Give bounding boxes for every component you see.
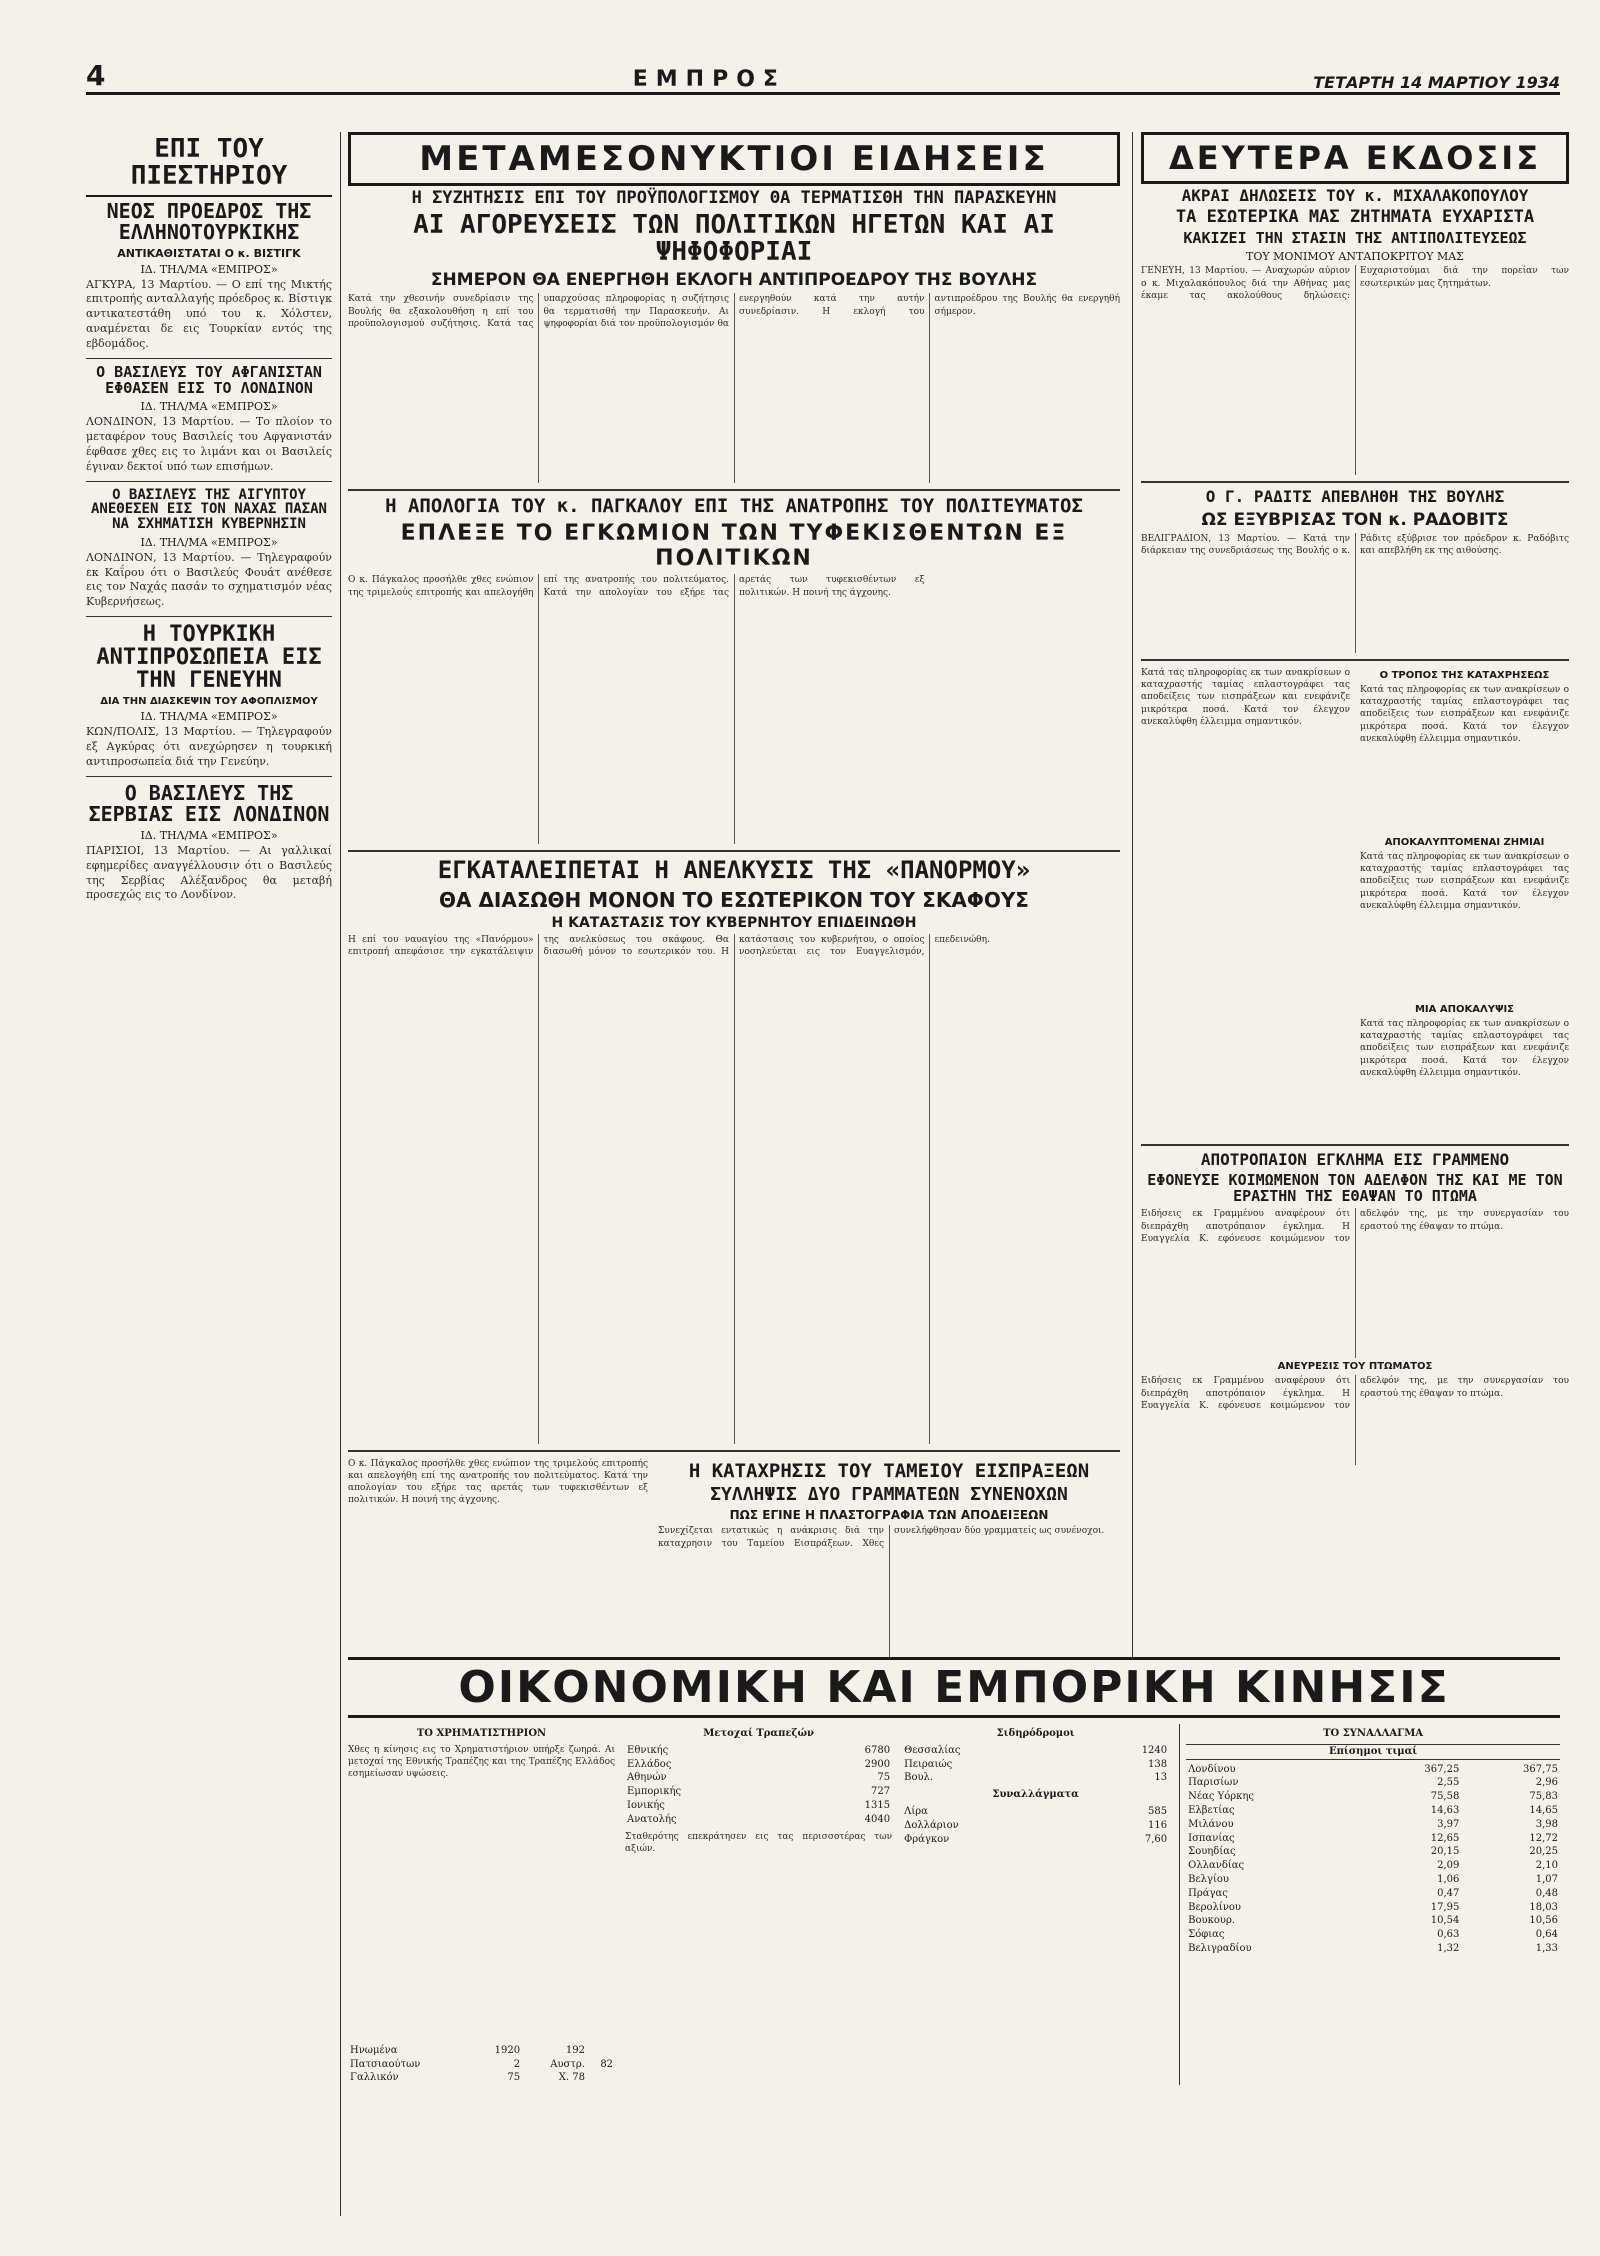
table-cell: 18,03	[1529, 1901, 1558, 1913]
radovits-headline: Ο Γ. ΡΑΔΙΤΣ ΑΠΕΒΛΗΘΗ ΤΗΣ ΒΟΥΛΗΣ	[1205, 487, 1505, 507]
table-cell: Εμπορικής	[627, 1786, 682, 1798]
table-cell: 2	[513, 2058, 521, 2070]
divider	[86, 481, 332, 482]
economy-table	[902, 1744, 1169, 1785]
left-column	[86, 132, 341, 2216]
table-cell: Γαλλικόν	[350, 2072, 399, 2084]
table-cell: 116	[1148, 1819, 1168, 1831]
table-cell: 0,63	[1437, 1929, 1460, 1941]
table-cell: Σουηδίας	[1188, 1846, 1236, 1858]
table-row	[902, 1805, 1169, 1819]
story-dateline: ΙΔ. ΤΗΛ/ΜΑ «ΕΜΠΡΟΣ»	[140, 710, 278, 724]
economy-col-header: Συναλλάγματα	[992, 1789, 1079, 1801]
murder-story	[1141, 1152, 1569, 1465]
radovits-body: ΒΕΛΙΓΡΑΔΙΟΝ, 13 Μαρτίου. — Κατά την διάρκειαν της συνεδριάσεως της Βουλής ο κ. Ράδιτς εξύβρισε τον πρόεδρον κ. Ραδόβιτς και απεβλήθη εκ της αιθούσης.	[1141, 534, 1569, 557]
table-cell: 20,15	[1430, 1846, 1460, 1858]
table-cell: 14,63	[1430, 1804, 1460, 1816]
table-cell: Χ. 78	[558, 2072, 585, 2084]
economy-section	[348, 1657, 1560, 2216]
treasury-body: Συνεχίζεται εντατικώς η ανάκρισις διά την καταχρησιν του Ταμείου Εισπράξεων. Χθες συνελήφθησαν δύο γραμματείς ως συνένοχοι.	[658, 1526, 1105, 1549]
table-cell: Πατσιαούτων	[350, 2058, 421, 2070]
table-cell: Ηνωμένα	[350, 2044, 398, 2056]
table-cell: Βερολίνου	[1188, 1901, 1242, 1913]
economy-title: ΟΙΚΟΝΟΜΙΚΗ ΚΑΙ ΕΜΠΟΡΙΚΗ ΚΙΝΗΣΙΣ	[348, 1657, 1560, 1718]
table-cell: 4040	[864, 1813, 891, 1825]
table-row	[625, 1785, 892, 1799]
economy-col-subheader: Επίσημοι τιμαί	[1186, 1744, 1560, 1760]
pangalos-headline: Η ΑΠΟΛΟΓΙΑ ΤΟΥ κ. ΠΑΓΚΑΛΟΥ ΕΠΙ ΤΗΣ ΑΝΑΤΡΟΠΗΣ ΤΟΥ ΠΟΛΙΤΕΥΜΑΤΟΣ	[385, 495, 1083, 518]
table-cell: 2900	[864, 1758, 891, 1770]
table-cell: Λίρα	[904, 1805, 928, 1817]
table-row	[1186, 1914, 1560, 1928]
divider	[86, 616, 332, 617]
second-edition	[1141, 132, 1569, 475]
economy-col-header: Σιδηρόδρομοι	[996, 1728, 1075, 1739]
story-turkish-commission	[86, 198, 332, 352]
table-row	[1186, 1818, 1560, 1832]
panormos-tagline: Η ΚΑΤΑΣΤΑΣΙΣ ΤΟΥ ΚΥΒΕΡΝΗΤΟΥ ΕΠΙΔΕΙΝΩΘΗ	[551, 914, 917, 931]
table-cell: 2,09	[1437, 1860, 1460, 1872]
economy-col-exchange	[1179, 1724, 1560, 2085]
table-cell: Φράγκον	[904, 1833, 950, 1845]
table-cell: Ελβετίας	[1188, 1804, 1235, 1816]
table-cell: Ιονικής	[627, 1799, 665, 1811]
table-cell: 17,95	[1430, 1901, 1460, 1913]
table-cell: 1,06	[1437, 1873, 1460, 1885]
table-row	[902, 1771, 1169, 1785]
table-cell: Πράγας	[1188, 1887, 1228, 1899]
economy-table	[348, 2044, 615, 2085]
table-cell: 585	[1148, 1805, 1168, 1817]
story-dateline: ΙΔ. ΤΗΛ/ΜΑ «ΕΜΠΡΟΣ»	[140, 262, 278, 276]
story-body: ΛΟΝΔΙΝΟΝ, 13 Μαρτίου. — Το πλοίον το μεταφέρον τους Βασιλείς του Αφγανιστάν έφθασε χθες εις το λιμάνι και οι Βασιλείς έγιναν δεκτοί υπό των επισήμων.	[86, 415, 332, 473]
economy-col-header: ΤΟ ΧΡΗΜΑΤΙΣΤΗΡΙΟΝ	[416, 1728, 547, 1739]
table-cell: Βουλ.	[904, 1772, 934, 1784]
right-long-columns	[1141, 667, 1569, 1138]
table-cell: 2,96	[1535, 1777, 1558, 1789]
issue-date: ΤΕΤΑΡΤΗ 14 ΜΑΡΤΙΟΥ 1934	[1313, 73, 1560, 92]
table-cell: Βελγίου	[1188, 1873, 1230, 1885]
table-cell: 138	[1148, 1758, 1168, 1770]
radovits-story	[1141, 489, 1569, 653]
table-cell: Βελιγραδίου	[1188, 1942, 1252, 1954]
story-headline: ΝΕΟΣ ΠΡΟΕΔΡΟΣ ΤΗΣ ΕΛΛΗΝΟΤΟΥΡΚΙΚΗΣ	[106, 198, 312, 244]
story-dateline: ΙΔ. ΤΗΛ/ΜΑ «ΕΜΠΡΟΣ»	[140, 828, 278, 842]
table-cell: 7,60	[1144, 1833, 1168, 1845]
table-cell: Δολλάριον	[904, 1819, 959, 1831]
treasury-subhead: ΣΥΛΛΗΨΙΣ ΔΥΟ ΓΡΑΜΜΑΤΕΩΝ ΣΥΝΕΝΟΧΩΝ	[710, 1483, 1068, 1505]
table-cell: 82	[600, 2058, 614, 2070]
table-row	[1186, 1845, 1560, 1859]
divider	[1141, 1144, 1569, 1146]
table-cell: 1,07	[1535, 1873, 1558, 1885]
murder-inner-header: ΑΝΕΥΡΕΣΙΣ ΤΟΥ ΠΤΩΜΑΤΟΣ	[1277, 1361, 1433, 1373]
economy-col-text: Χθες η κίνησις εις το Χρηματιστήριον υπήρξε ζωηρά. Αι μετοχαί της Εθνικής Τραπέζης και της Τραπέζης Ελλάδος εσημείωσαν υψώσεις.	[348, 1744, 616, 1780]
table-cell: Σόφιας	[1188, 1929, 1225, 1941]
table-row	[625, 1813, 892, 1827]
left-column-title: ΕΠΙ ΤΟΥ ΠΙΕΣΤΗΡΙΟΥ	[86, 136, 332, 197]
table-cell: Νέας Υόρκης	[1188, 1791, 1254, 1803]
table-cell: Πειραιώς	[904, 1758, 953, 1770]
table-cell: 1920	[494, 2044, 521, 2056]
table-cell: 1,32	[1437, 1942, 1460, 1954]
story-body: ΚΩΝ/ΠΟΛΙΣ, 13 Μαρτίου. — Τηλεγραφούν εξ Αγκύρας ότι ανεχώρησεν η τουρκική αντιπροσωπεία διά την Γενεύην.	[86, 725, 332, 769]
story-body: ΠΑΡΙΣΙΟΙ, 13 Μαρτίου. — Αι γαλλικαί εφημερίδες αναγγέλλουσιν ότι ο Βασιλεύς της Σερβίας Αλέξανδρος θα μεταβή προσεχώς εις το Λονδίνον.	[86, 843, 332, 902]
table-cell: Μιλάνου	[1188, 1818, 1234, 1830]
exchange-table	[1186, 1763, 1560, 1956]
murder-body-cont: Ειδήσεις εκ Γραμμένου αναφέρουν ότι διεπράχθη αποτρόπαιον έγκλημα. Η Ευαγγελία Κ. εφόνευσε κοιμώμενον τον αδελφόν της, με την συνεργασίαν του εραστού της έθαψαν το πτώμα.	[1141, 1376, 1569, 1411]
right-long-body: Κατά τας πληροφορίας εκ των ανακρίσεων ο καταχραστής ταμίας επλαστογράφει τας αποδείξεις των εισπράξεων και ενεφάνιζε μικρότερα ποσά. Κατά τον έλεγχον ανεκαλύφθη έλλειμμα σημαντικόν.	[1360, 1019, 1569, 1078]
table-cell: Ανατολής	[627, 1813, 677, 1825]
second-edition-kicker: ΑΚΡΑΙ ΔΗΛΩΣΕΙΣ ΤΟΥ κ. ΜΙΧΑΛΑΚΟΠΟΥΛΟΥ	[1181, 186, 1529, 205]
divider	[86, 776, 332, 777]
story-headline: Η ΤΟΥΡΚΙΚΗ ΑΝΤΙΠΡΟΣΩΠΕΙΑ ΕΙΣ ΤΗΝ ΓΕΝΕΥΗΝ	[96, 622, 322, 694]
table-cell: 13	[1154, 1772, 1168, 1784]
table-cell: 75	[877, 1772, 891, 1784]
second-edition-subhead: ΚΑΚΙΖΕΙ ΤΗΝ ΣΤΑΣΙΝ ΤΗΣ ΑΝΤΙΠΟΛΙΤΕΥΣΕΩΣ	[1183, 228, 1527, 247]
economy-col-text: Σταθερότης επεκράτησεν εις τας περισσοτέρας των αξιών.	[625, 1831, 893, 1854]
right-long-col-a	[1141, 667, 1350, 1138]
second-edition-dateline: ΤΟΥ ΜΟΝΙΜΟΥ ΑΝΤΑΠΟΚΡΙΤΟΥ ΜΑΣ	[1246, 250, 1464, 264]
story-headline: Ο ΒΑΣΙΛΕΥΣ ΤΗΣ ΣΕΡΒΙΑΣ ΕΙΣ ΛΟΝΔΙΝΟΝ	[88, 780, 330, 826]
story-afghan-king	[86, 362, 332, 475]
table-cell: 1240	[1141, 1744, 1168, 1756]
page-number: 4	[86, 59, 106, 92]
murder-subhead: ΕΦΟΝΕΥΣΕ ΚΟΙΜΩΜΕΝΟΝ ΤΟΝ ΑΔΕΛΦΟΝ ΤΗΣ ΚΑΙ ΜΕ ΤΟΝ ΕΡΑΣΤΗΝ ΤΗΣ ΕΘΑΨΑΝ ΤΟ ΠΤΩΜΑ	[1147, 1170, 1563, 1205]
table-row	[348, 2058, 615, 2072]
table-cell: Λονδίνου	[1188, 1763, 1236, 1775]
economy-col-header: Μετοχαί Τραπεζών	[703, 1728, 814, 1739]
divider	[348, 850, 1120, 852]
newspaper-name: ΕΜΠΡΟΣ	[632, 67, 786, 92]
table-row	[902, 1758, 1169, 1772]
table-cell: 10,54	[1430, 1915, 1460, 1927]
pangalos-story	[348, 497, 1120, 844]
table-cell: 1,33	[1535, 1942, 1558, 1954]
table-cell: Ισπανίας	[1188, 1832, 1235, 1844]
treasury-tagline: ΠΩΣ ΕΓΙΝΕ Η ΠΛΑΣΤΟΓΡΑΦΙΑ ΤΩΝ ΑΠΟΔΕΙΞΕΩΝ	[729, 1508, 1049, 1523]
table-cell: 367,25	[1424, 1763, 1460, 1775]
right-long-body: Κατά τας πληροφορίας εκ των ανακρίσεων ο καταχραστής ταμίας επλαστογράφει τας αποδείξεις των εισπράξεων και ενεφάνιζε μικρότερα ποσά. Κατά τον έλεγχον ανεκαλύφθη έλλειμμα σημαντικόν.	[1360, 852, 1569, 911]
masthead	[86, 0, 1560, 95]
story-turkish-delegation	[86, 623, 332, 770]
radovits-subhead: ΩΣ ΕΞΥΒΡΙΣΑΣ ΤΟΝ κ. ΡΑΔΟΒΙΤΣ	[1201, 510, 1509, 531]
story-subhead: ΔΙΑ ΤΗΝ ΔΙΑΣΚΕΨΙΝ ΤΟΥ ΑΦΟΠΛΙΣΜΟΥ	[100, 696, 318, 708]
story-headline: Ο ΒΑΣΙΛΕΥΣ ΤΟΥ ΑΦΓΑΝΙΣΤΑΝ ΕΦΘΑΣΕΝ ΕΙΣ ΤΟ ΛΟΝΔΙΝΟΝ	[96, 362, 322, 397]
table-row	[902, 1833, 1169, 1847]
right-long-story	[1141, 667, 1569, 1138]
midnight-news-banner: ΜΕΤΑΜΕΣΟΝΥΚΤΙΟΙ ΕΙΔΗΣΕΙΣ	[348, 132, 1120, 186]
table-row	[625, 1744, 892, 1758]
panormos-body: Η επί του ναυαγίου της «Πανόρμου» επιτροπή απεφάσισε την εγκατάλειψιν της ανελκύσεως του σκάφους. Θα διασωθή μόνον το εσωτερικόν του. Η κατάστασις του κυβερνήτου, ο οποίος νοσηλεύεται εις τον Ευαγγελισμόν, επεδεινώθη.	[348, 934, 990, 957]
midnight-news-kicker: Η ΣΥΖΗΤΗΣΙΣ ΕΠΙ ΤΟΥ ΠΡΟΫΠΟΛΟΓΙΣΜΟΥ ΘΑ ΤΕΡΜΑΤΙΣΘΗ ΤΗΝ ΠΑΡΑΣΚΕΥΗΝ	[411, 188, 1057, 208]
midnight-news-subhead: ΣΗΜΕΡΟΝ ΘΑ ΕΝΕΡΓΗΘΗ ΕΚΛΟΓΗ ΑΝΤΙΠΡΟΕΔΡΟΥ ΤΗΣ ΒΟΥΛΗΣ	[430, 270, 1038, 291]
economy-col-header: ΤΟ ΣΥΝΑΛΛΑΓΜΑ	[1323, 1728, 1424, 1739]
table-cell: Βουκουρ.	[1188, 1915, 1235, 1927]
table-cell: Αυστρ.	[550, 2058, 585, 2070]
economy-table	[625, 1744, 892, 1827]
table-row	[1186, 1763, 1560, 1777]
treasury-headline: Η ΚΑΤΑΧΡΗΣΙΣ ΤΟΥ ΤΑΜΕΙΟΥ ΕΙΣΠΡΑΞΕΩΝ	[688, 1459, 1090, 1482]
right-long-body: Κατά τας πληροφορίας εκ των ανακρίσεων ο καταχραστής ταμίας επλαστογράφει τας αποδείξεις των εισπράξεων και ενεφάνιζε μικρότερα ποσά. Κατά τον έλεγχον ανεκαλύφθη έλλειμμα σημαντικόν.	[1141, 668, 1350, 727]
right-long-body: Κατά τας πληροφορίας εκ των ανακρίσεων ο καταχραστής ταμίας επλαστογράφει τας αποδείξεις των εισπράξεων και ενεφάνιζε μικρότερα ποσά. Κατά τον έλεγχον ανεκαλύφθη έλλειμμα σημαντικόν.	[1360, 685, 1569, 744]
murder-body: Ειδήσεις εκ Γραμμένου αναφέρουν ότι διεπράχθη αποτρόπαιον έγκλημα. Η Ευαγγελία Κ. εφόνευσε κοιμώμενον τον αδελφόν της, με την συνεργασίαν του εραστού της έθαψαν το πτώμα.	[1141, 1209, 1569, 1244]
table-row	[1186, 1776, 1560, 1790]
right-long-col-b	[1360, 667, 1569, 1138]
story-subhead: ΑΝΤΙΚΑΘΙΣΤΑΤΑΙ Ο κ. ΒΙΣΤΙΓΚ	[117, 246, 301, 260]
continued-text: Ο κ. Πάγκαλος προσήλθε χθες ενώπιον της τριμελούς επιτροπής και απελογήθη επί της ανατροπής του πολιτεύματος. Κατά την απολογίαν του εξήρε τας αρετάς των τυφεκισθέντων εξ πολιτικών. Η ποινή της άγχονης.	[348, 1458, 648, 1505]
table-cell: 12,72	[1529, 1832, 1558, 1844]
table-cell: 0,47	[1437, 1887, 1460, 1899]
divider	[348, 489, 1120, 491]
table-cell: 12,65	[1430, 1832, 1460, 1844]
table-row	[902, 1819, 1169, 1833]
table-row	[348, 2044, 615, 2058]
table-cell: 367,75	[1523, 1763, 1558, 1775]
table-cell: 192	[565, 2044, 585, 2056]
murder-headline: ΑΠΟΤΡΟΠΑΙΟΝ ΕΓΚΛΗΜΑ ΕΙΣ ΓΡΑΜΜΕΝΟ	[1200, 1150, 1510, 1170]
economy-table	[902, 1805, 1169, 1846]
panormos-story	[348, 858, 1120, 1443]
table-row	[625, 1799, 892, 1813]
story-body: ΑΓΚΥΡΑ, 13 Μαρτίου. — Ο επί της Μικτής επιτροπής ανταλλαγής πρόεδρος κ. Βίστιγκ αντικατεστάθη υπό του κ. Χόλστεν, αναμένεται δε εις Τουρκίαν εντός της εβδομάδος.	[86, 277, 332, 350]
story-egypt-king	[86, 488, 332, 610]
table-row	[1186, 1804, 1560, 1818]
table-row	[1186, 1859, 1560, 1873]
story-dateline: ΙΔ. ΤΗΛ/ΜΑ «ΕΜΠΡΟΣ»	[140, 535, 278, 549]
table-row	[1186, 1901, 1560, 1915]
table-row	[625, 1771, 892, 1785]
table-row	[1186, 1790, 1560, 1804]
page-grid	[86, 132, 1569, 2216]
economy-col-rail	[902, 1724, 1169, 2085]
pangalos-body: Ο κ. Πάγκαλος προσήλθε χθες ενώπιον της τριμελούς επιτροπής και απελογήθη επί της ανατροπής του πολιτεύματος. Κατά την απολογίαν του εξήρε τας αρετάς των τυφεκισθέντων εξ πολιτικών. Η ποινή της άγχονης.	[348, 575, 925, 598]
table-cell: 1315	[864, 1799, 891, 1811]
table-row	[1186, 1942, 1560, 1956]
economy-col-stock	[348, 1724, 615, 2085]
midnight-news-body: Κατά την χθεσινήν συνεδρίασιν της Βουλής θα εξακολουθήση η επί του προϋπολογισμού συζήτησις. Κατά τας υπαρχούσας πληροφορίας η συζήτησις θα τερματισθή την Παρασκευήν. Αι ψηφοφορίαι διά τον προϋπολογισμόν θα ενεργηθούν κατά την αυτήν συνεδρίασιν. Η εκλογή του αντιπροέδρου της Βουλής θα ενεργηθή σήμερον.	[348, 294, 1120, 329]
story-headline: Ο ΒΑΣΙΛΕΥΣ ΤΗΣ ΑΙΓΥΠΤΟΥ ΑΝΕΘΕΣΕΝ ΕΙΣ ΤΟΝ ΝΑΧΑΣ ΠΑΣΑΝ ΝΑ ΣΧΗΜΑΤΙΣΗ ΚΥΒΕΡΝΗΣΙΝ	[90, 486, 327, 533]
table-row	[1186, 1887, 1560, 1901]
table-row	[1186, 1928, 1560, 1942]
table-cell: 3,98	[1535, 1818, 1558, 1830]
second-edition-headline: ΤΑ ΕΣΩΤΕΡΙΚΑ ΜΑΣ ΖΗΤΗΜΑΤΑ ΕΥΧΑΡΙΣΤΑ	[1175, 206, 1535, 227]
table-cell: Αθηνών	[627, 1772, 667, 1784]
right-long-header: ΜΙΑ ΑΠΟΚΑΛΥΨΙΣ	[1414, 1004, 1515, 1016]
divider	[86, 358, 332, 359]
midnight-news-headline: ΑΙ ΑΓΟΡΕΥΣΕΙΣ ΤΩΝ ΠΟΛΙΤΙΚΩΝ ΗΓΕΤΩΝ ΚΑΙ ΑΙ ΨΗΦΟΦΟΡΙΑΙ	[413, 209, 1055, 268]
divider	[1141, 659, 1569, 661]
table-cell: 3,97	[1437, 1818, 1460, 1830]
pangalos-subhead: ΕΠΛΕΞΕ ΤΟ ΕΓΚΩΜΙΟΝ ΤΩΝ ΤΥΦΕΚΙΣΘΕΝΤΩΝ ΕΞ ΠΟΛΙΤΙΚΩΝ	[400, 521, 1068, 572]
table-cell: 75,83	[1529, 1791, 1558, 1803]
table-cell: 20,25	[1529, 1846, 1558, 1858]
second-edition-body: ΓΕΝΕΥΗ, 13 Μαρτίου. — Αναχωρών αύριον ο κ. Μιχαλακόπουλος διά την Αθήνας μας έκαμε τας ακολούθους δηλώσεις: Ευχαριστούμαι διά την πορείαν των εσωτερικών μας ζητημάτων.	[1141, 266, 1569, 301]
story-body: ΛΟΝΔΙΝΟΝ, 13 Μαρτίου. — Τηλεγραφούν εκ Καΐρου ότι ο Βασιλεύς Φουάτ ανέθεσε εις τον Ναχάς πασάν το σχηματισμόν νέας Κυβερνήσεως.	[86, 550, 332, 609]
table-cell: 0,64	[1535, 1929, 1558, 1941]
panormos-subhead: ΘΑ ΔΙΑΣΩΘΗ ΜΟΝΟΝ ΤΟ ΕΣΩΤΕΡΙΚΟΝ ΤΟΥ ΣΚΑΦΟΥΣ	[439, 887, 1029, 912]
table-cell: Παρισίων	[1188, 1777, 1239, 1789]
second-edition-banner: ΔΕΥΤΕΡΑ ΕΚΔΟΣΙΣ	[1141, 132, 1569, 184]
midnight-news	[348, 132, 1120, 483]
table-cell: Εθνικής	[627, 1744, 669, 1756]
table-cell: 0,48	[1535, 1887, 1558, 1899]
table-cell: 14,65	[1529, 1804, 1558, 1816]
table-cell: 10,56	[1529, 1915, 1558, 1927]
table-cell: 75	[507, 2072, 521, 2084]
table-cell: Ολλανδίας	[1188, 1860, 1245, 1872]
table-cell: 6780	[864, 1744, 891, 1756]
panormos-headline: ΕΓΚΑΤΑΛΕΙΠΕΤΑΙ Η ΑΝΕΛΚΥΣΙΣ ΤΗΣ «ΠΑΝΟΡΜΟΥ»	[437, 856, 1031, 885]
table-cell: 75,58	[1430, 1791, 1460, 1803]
table-cell: Θεσσαλίας	[904, 1744, 961, 1756]
table-cell: 2,10	[1535, 1860, 1558, 1872]
table-row	[902, 1744, 1169, 1758]
divider	[1141, 481, 1569, 483]
table-row	[348, 2071, 615, 2085]
divider	[348, 1450, 1120, 1452]
economy-col-banks	[625, 1724, 892, 2085]
table-cell: 727	[871, 1786, 891, 1798]
table-row	[625, 1758, 892, 1772]
story-serbian-king	[86, 780, 332, 903]
table-cell: Ελλάδος	[627, 1758, 672, 1770]
table-cell: 2,55	[1437, 1777, 1460, 1789]
table-row	[1186, 1873, 1560, 1887]
story-dateline: ΙΔ. ΤΗΛ/ΜΑ «ΕΜΠΡΟΣ»	[140, 400, 278, 414]
right-long-header: Ο ΤΡΟΠΟΣ ΤΗΣ ΚΑΤΑΧΡΗΣΕΩΣ	[1379, 670, 1550, 682]
economy-columns	[348, 1724, 1560, 2085]
table-row	[1186, 1832, 1560, 1846]
right-long-header: ΑΠΟΚΑΛΥΠΤΟΜΕΝΑΙ ΖΗΜΙΑΙ	[1384, 837, 1545, 849]
